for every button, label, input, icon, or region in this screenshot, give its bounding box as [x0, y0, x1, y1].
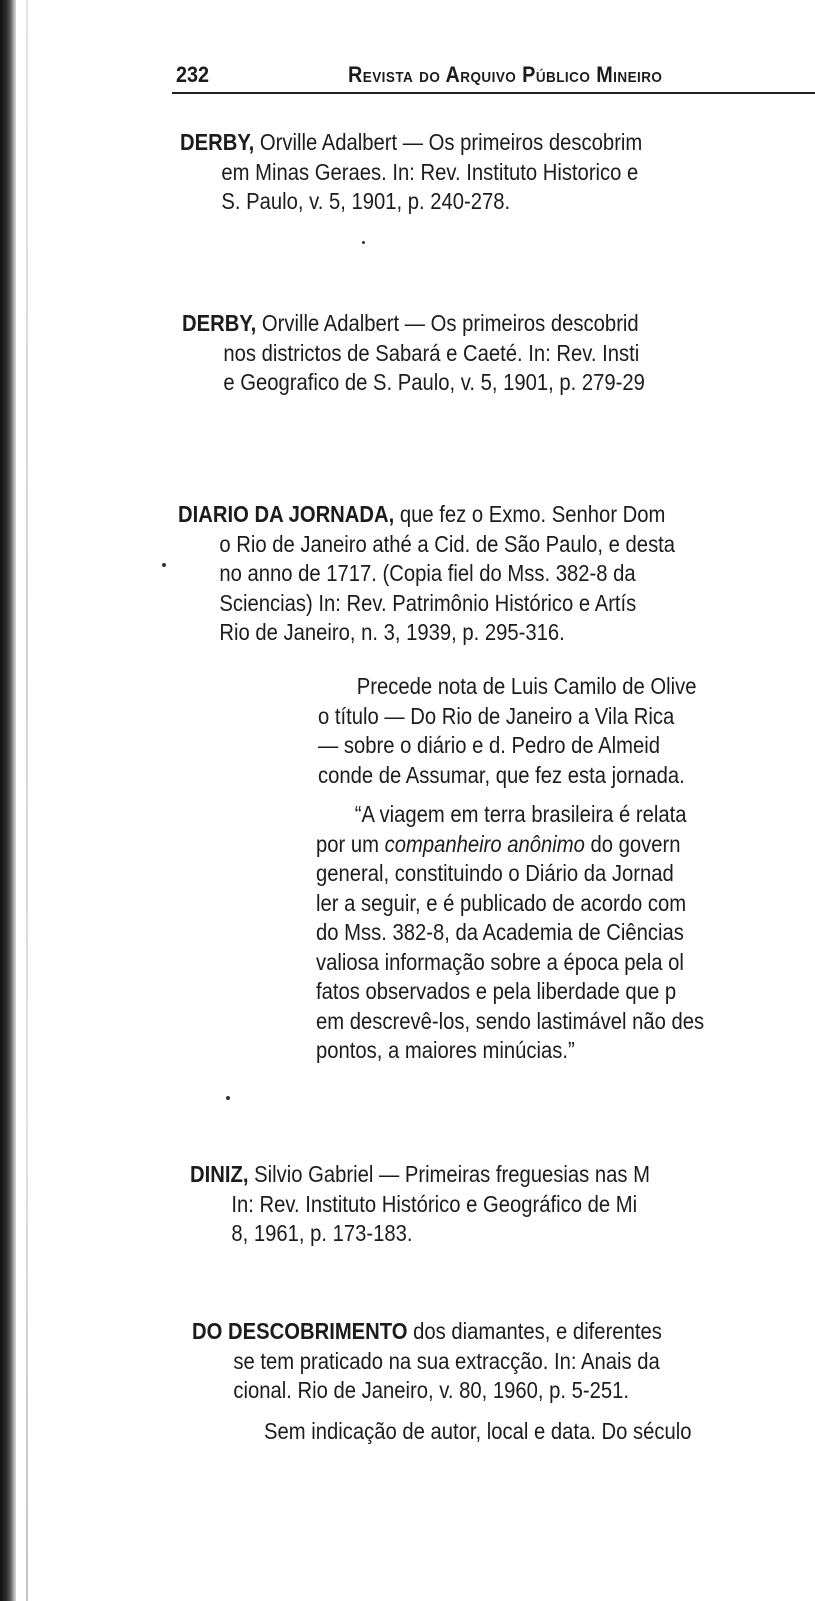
print-speck — [226, 1096, 230, 1100]
page-fold-line — [26, 0, 28, 1601]
entry-line: 8, 1961, p. 173-183. — [231, 1220, 413, 1246]
entry-heading: DIARIO DA JORNADA, — [178, 501, 395, 527]
entry-line: o Rio de Janeiro athé a Cid. de São Paulo, e desta — [219, 530, 676, 557]
entry-first-line: DERBY, Orville Adalbert — Os primeiros descobrid — [182, 310, 639, 336]
entry-line: S. Paulo, v. 5, 1901, p. 240-278. — [221, 188, 511, 214]
bibliography-entry — [192, 1317, 726, 1406]
running-title: Revista do Arquivo Público Mineiro — [348, 62, 663, 87]
note-line: general, constituindo o Diário da Jornad — [316, 860, 674, 886]
entry-first-line: DINIZ, Silvio Gabriel — Primeiras freguesias nas M — [190, 1161, 651, 1187]
annotation-quote — [316, 800, 757, 1066]
entry-line: nos districtos de Sabará e Caeté. In: Rev. Insti — [223, 339, 640, 366]
entry-line: In: Rev. Instituto Histórico e Geográfico de Mi — [231, 1190, 638, 1217]
bibliography-entry — [182, 309, 708, 398]
header-rule — [172, 92, 815, 94]
entry-line: cional. Rio de Janeiro, v. 80, 1960, p. 5-251. — [233, 1377, 630, 1403]
note-line: — sobre o diário e d. Pedro de Almeid — [318, 732, 661, 758]
note-line: o título — Do Rio de Janeiro a Vila Rica — [318, 702, 675, 729]
entry-line: em Minas Geraes. In: Rev. Instituto Historico e — [221, 158, 639, 185]
entry-line: Sciencias) In: Rev. Patrimônio Histórico e Artís — [219, 589, 637, 616]
entry-heading: DERBY, — [182, 310, 257, 336]
remark-line: Sem indicação de autor, local e data. Do século — [264, 1418, 692, 1444]
italic-phrase: companheiro anônimo — [384, 830, 585, 857]
entry-line: se tem praticado na sua extracção. In: Anais da — [233, 1347, 660, 1374]
entry-first-line: DIARIO DA JORNADA, que fez o Exmo. Senhor Dom — [178, 501, 666, 527]
entry-first-line: DO DESCOBRIMENTO dos diamantes, e diferentes — [192, 1318, 662, 1344]
note-line: valiosa informação sobre a época pela ol — [316, 948, 684, 975]
note-line: fatos observados e pela liberdade que p — [316, 978, 677, 1004]
entry-line: no anno de 1717. (Copia fiel do Mss. 382-8 da — [219, 560, 636, 586]
note-line: por um companheiro anônimo do govern — [316, 830, 681, 857]
entry-first-line: DERBY, Orville Adalbert — Os primeiros descobrim — [180, 129, 643, 155]
bibliography-entry — [178, 500, 743, 648]
book-binding-edge — [0, 0, 16, 1601]
annotation-note — [318, 672, 748, 790]
entry-line: e Geografico de S. Paulo, v. 5, 1901, p. 279-29 — [223, 369, 645, 395]
note-line: “A viagem em terra brasileira é relata — [354, 801, 687, 827]
entry-remark — [264, 1417, 750, 1447]
note-line: do Mss. 382-8, da Academia de Ciências — [316, 919, 684, 945]
page-number: 232 — [176, 62, 210, 87]
entry-heading: DINIZ, — [190, 1161, 249, 1187]
print-speck — [362, 241, 365, 244]
entry-heading: DERBY, — [180, 129, 255, 155]
bibliography-entry — [180, 128, 705, 217]
print-speck — [162, 563, 166, 567]
note-line: Precede nota de Luis Camilo de Olive — [356, 673, 697, 699]
page-header — [172, 62, 815, 88]
note-line: conde de Assumar, que fez esta jornada. — [318, 761, 685, 788]
note-line: pontos, a maiores minúcias.” — [316, 1037, 575, 1063]
entry-heading: DO DESCOBRIMENTO — [192, 1318, 408, 1344]
note-line: ler a seguir, e é publicado de acordo com — [316, 889, 687, 916]
bibliography-entry — [190, 1160, 713, 1249]
entry-line: Rio de Janeiro, n. 3, 1939, p. 295-316. — [219, 619, 565, 645]
note-line: em descrevê-los, sendo lastimável não des — [316, 1007, 705, 1034]
